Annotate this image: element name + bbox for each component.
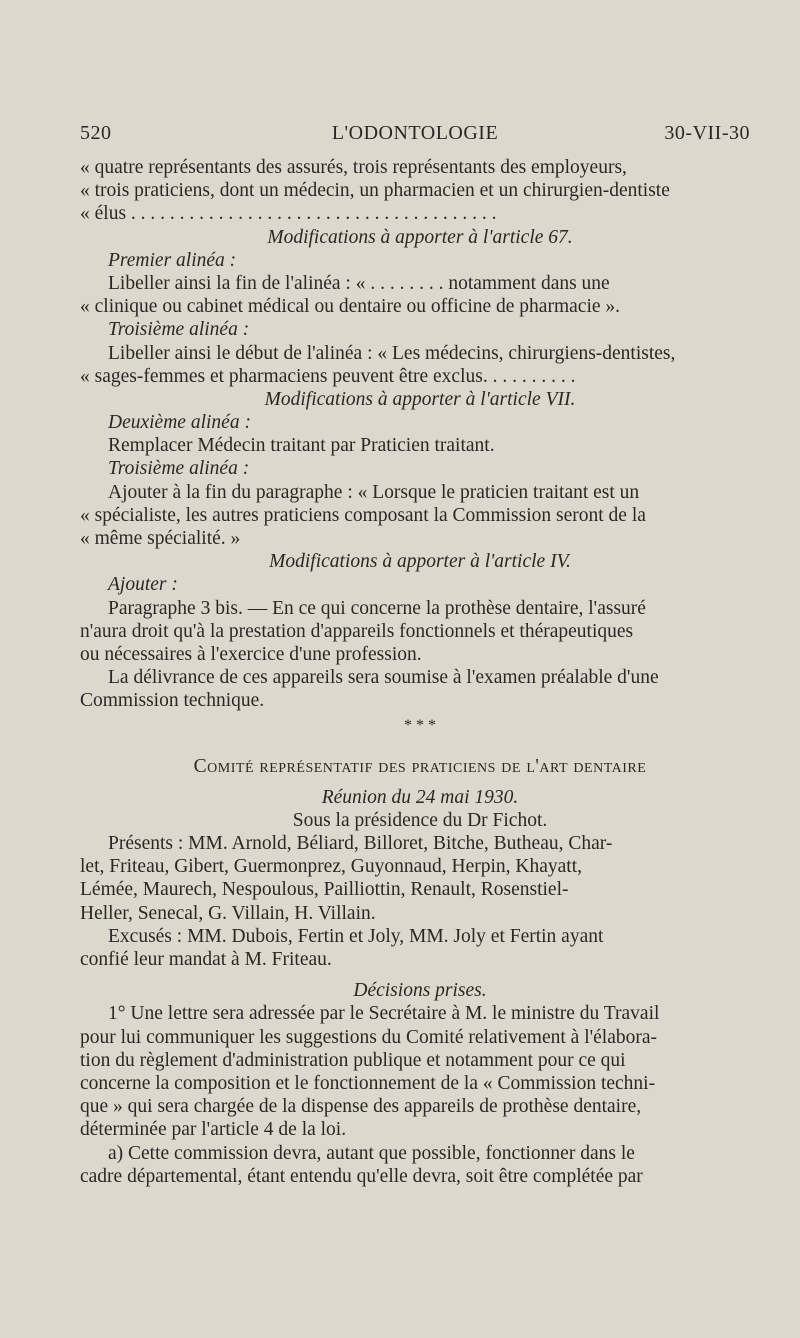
- text-line: Modifications à apporter à l'article VII.: [264, 388, 576, 410]
- issue-date: 30-VII-30: [664, 122, 750, 144]
- text-line: confié leur mandat à M. Friteau.: [80, 949, 332, 970]
- page-number: 520: [80, 122, 112, 144]
- text-line: Modifications à apporter à l'article 67.: [267, 226, 573, 248]
- text-block-attendance: [80, 832, 760, 971]
- text-line: Remplacer Médecin traitant par Praticien traitant.: [108, 435, 495, 457]
- text-line: let, Friteau, Gibert, Guermonprez, Guyonnaud, Herpin, Khayatt,: [80, 856, 582, 878]
- section-separator: * * *: [404, 716, 436, 734]
- text-line: Excusés : MM. Dubois, Fertin et Joly, MM. Joly et Fertin ayant: [108, 925, 604, 947]
- text-line: pour lui communiquer les suggestions du Comité relativement à l'élabora-: [80, 1026, 658, 1048]
- text-line: « trois praticiens, dont un médecin, un pharmacien et un chirurgien-dentiste: [80, 180, 670, 202]
- text-line: « sages-femmes et pharmaciens peuvent être exclus. . . . . . . . . .: [80, 365, 576, 387]
- text-line: « clinique ou cabinet médical ou dentaire ou officine de pharmacie ».: [80, 296, 621, 318]
- text-line: Paragraphe 3 bis. — En ce qui concerne la prothèse dentaire, l'assuré: [108, 597, 646, 619]
- text-line: Deuxième alinéa :: [108, 412, 251, 434]
- text-line: Troisième alinéa :: [108, 458, 250, 480]
- page-body: [80, 156, 760, 1188]
- text-line: Lémée, Maurech, Nespoulous, Pailliottin, Renault, Rosenstiel-: [80, 879, 569, 901]
- running-title: L'ODONTOLOGIE: [331, 122, 499, 144]
- text-line: Libeller ainsi le début de l'alinéa : « Les médecins, chirurgiens-dentistes,: [108, 342, 676, 364]
- text-line: Modifications à apporter à l'article IV.: [269, 551, 571, 573]
- text-line: « élus . . . . . . . . . . . . . . . . . . . . . . . . . . . . . . . . . . . . . .: [80, 203, 497, 225]
- text-line: Ajouter :: [108, 574, 178, 596]
- text-line: « spécialiste, les autres praticiens composant la Commission seront de la: [80, 504, 646, 526]
- text-line: n'aura droit qu'à la prestation d'appareils fonctionnels et thérapeutiques: [80, 620, 634, 642]
- text-line: que » qui sera chargée de la dispense des appareils de prothèse dentaire,: [80, 1096, 642, 1118]
- text-line: concerne la composition et le fonctionnement de la « Commission techni-: [80, 1072, 656, 1094]
- text-line: déterminée par l'article 4 de la loi.: [80, 1119, 347, 1141]
- text-line: a) Cette commission devra, autant que possible, fonctionner dans le: [108, 1142, 635, 1164]
- text-line: tion du règlement d'administration publique et notamment pour ce qui: [80, 1049, 626, 1071]
- text-line: Présents : MM. Arnold, Béliard, Billoret, Bitche, Butheau, Char-: [108, 833, 613, 855]
- text-line: La délivrance de ces appareils sera soumise à l'examen préalable d'une: [108, 667, 659, 689]
- decisions-title: Décisions prises.: [353, 980, 487, 1002]
- text-block-decisions: [80, 1002, 760, 1188]
- meeting-title: Réunion du 24 mai 1930.: [321, 786, 519, 808]
- text-line: 1° Une lettre sera adressée par le Secrétaire à M. le ministre du Travail: [108, 1003, 660, 1025]
- text-line: « même spécialité. »: [80, 528, 241, 549]
- text-line: Troisième alinéa :: [108, 319, 250, 341]
- meeting-presidence: Sous la présidence du Dr Fichot.: [292, 809, 548, 831]
- text-line: Libeller ainsi la fin de l'alinéa : « . . . . . . . . notamment dans une: [108, 272, 610, 294]
- text-line: « quatre représentants des assurés, trois représentants des employeurs,: [80, 157, 627, 178]
- text-line: ou nécessaires à l'exercice d'une profession.: [80, 643, 422, 665]
- text-block-modifications: [80, 156, 760, 713]
- text-line: cadre départemental, étant entendu qu'elle devra, soit être complétée par: [80, 1165, 643, 1187]
- section-title: Comité représentatif des praticiens de l'art dentaire: [193, 755, 647, 777]
- text-line: Ajouter à la fin du paragraphe : « Lorsque le praticien traitant est un: [108, 481, 640, 503]
- text-line: Heller, Senecal, G. Villain, H. Villain.: [80, 902, 376, 924]
- text-line: Premier alinéa :: [108, 249, 237, 271]
- text-line: Commission technique.: [80, 690, 265, 712]
